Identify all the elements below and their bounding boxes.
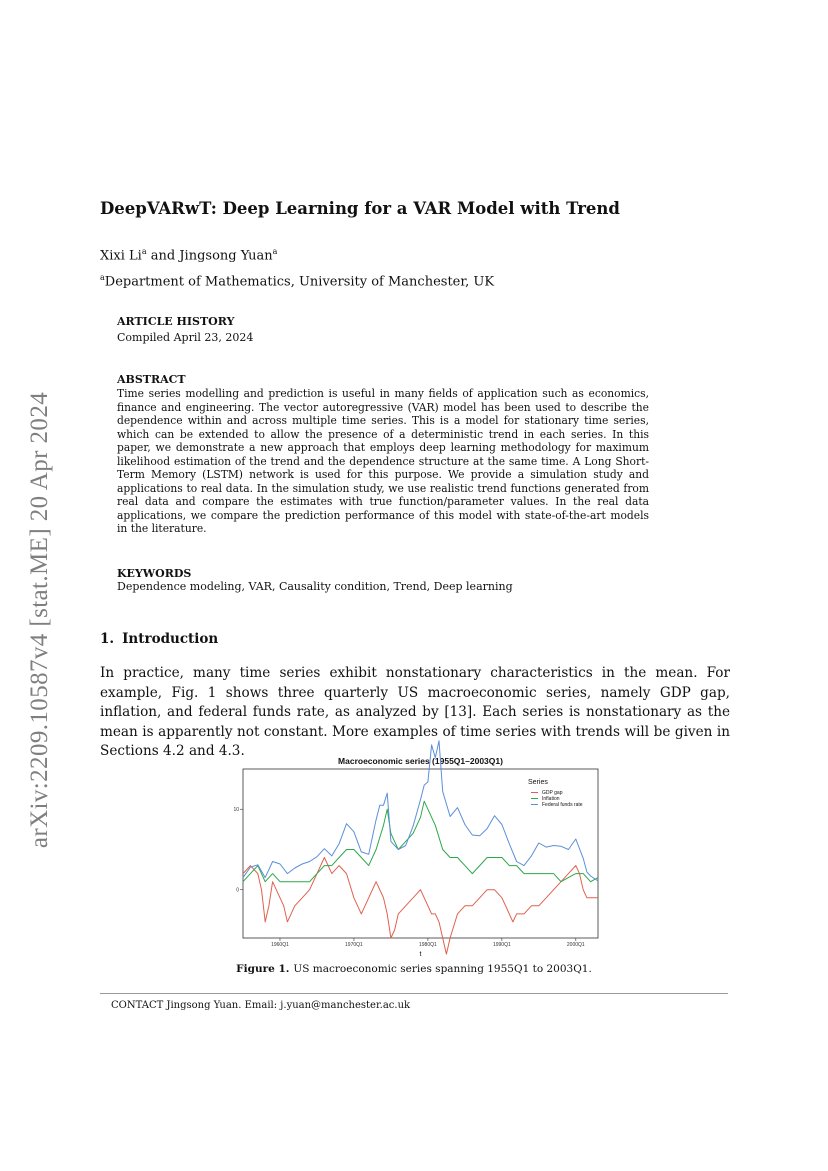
contact-footnote: CONTACT Jingsong Yuan. Email: j.yuan@manchester.ac.uk	[111, 1000, 411, 1011]
legend-entry: Inflation	[542, 796, 560, 802]
section-title: Introduction	[122, 631, 219, 647]
figure-caption-text: US macroeconomic series spanning 1955Q1 to 2003Q1.	[293, 963, 592, 975]
x-tick-label: 2000Q1	[566, 942, 585, 948]
series-line-inflation	[243, 801, 598, 882]
abstract-heading: ABSTRACT	[117, 373, 186, 386]
article-history-heading: ARTICLE HISTORY	[117, 315, 235, 328]
author-affiliation-mark: a	[272, 247, 278, 256]
paper-title: DeepVARwT: Deep Learning for a VAR Model with Trend	[100, 199, 620, 218]
series-line-gdp-gap	[243, 858, 598, 955]
macroeconomic-line-chart	[233, 754, 604, 964]
figure-caption	[0, 963, 828, 975]
affiliation-mark: a	[100, 273, 105, 282]
legend-entry: Federal funds rate	[542, 802, 583, 808]
author-name: Jingsong Yuan	[179, 248, 273, 264]
intro-paragraph: In practice, many time series exhibit nonstationary characteristics in the mean. For example, Fig. 1 shows three quarterly US macroeconomic series, namely GDP gap, inflation, and federal funds rate, as analyzed by [13]. Each series is nonstationary as the mean is apparently not constant. More examples of time series with trends will be given in Sections 4.2 and 4.3.	[100, 665, 730, 759]
section-heading	[100, 631, 218, 647]
figure-1	[233, 754, 604, 964]
legend-title: Series	[528, 779, 548, 786]
x-tick-label: 1960Q1	[271, 942, 289, 948]
author-affiliation-mark: a	[141, 247, 147, 256]
y-tick-label: 10	[233, 807, 239, 814]
article-history-text: Compiled April 23, 2024	[117, 331, 254, 344]
abstract-text: Time series modelling and prediction is useful in many fields of application such as economics, finance and engineering. The vector autoregressive (VAR) model has been used to describe the dependence within and across multiple time series. This is a model for stationary time series, which can be extended to allow the presence of a deterministic trend in each series. In this paper, we demonstrate a new approach that employs deep learning methodology for maximum likelihood estimation of the trend and the dependence structure at the same time. A Long Short-Term Memory (LSTM) network is used for this purpose. We provide a simulation study and applications to real data. In the simulation study, we use realistic trend functions generated from real data and compare the estimates with true function/parameter values. In the real data applications, we compare the prediction performance of this model with state-of-the-art models in the literature.	[117, 387, 649, 535]
author-line	[100, 247, 277, 263]
footnote-rule	[100, 993, 728, 994]
affiliation	[100, 273, 494, 289]
author-name: Xixi Li	[100, 248, 142, 264]
x-tick-label: 1990Q1	[492, 942, 511, 948]
section-number: 1.	[100, 631, 115, 647]
x-axis-label: t	[419, 951, 422, 958]
affiliation-text: Department of Mathematics, University of Manchester, UK	[104, 274, 495, 290]
keywords-text: Dependence modeling, VAR, Causality condition, Trend, Deep learning	[117, 580, 513, 593]
x-tick-label: 1980Q1	[418, 942, 437, 948]
figure-label: Figure 1.	[236, 963, 290, 975]
x-tick-label: 1970Q1	[345, 942, 363, 948]
keywords-heading: KEYWORDS	[117, 567, 192, 580]
legend-entry: GDP gap	[542, 790, 563, 796]
y-tick-label: 0	[236, 887, 239, 894]
arxiv-identifier-text: arXiv:2209.10587v4 [stat.ME] 20 Apr 2024	[26, 391, 53, 849]
author-separator: and	[146, 248, 180, 264]
chart-title: Macroeconomic series (1955Q1–2003Q1)	[338, 756, 503, 766]
arxiv-side-identifier	[16, 360, 64, 880]
